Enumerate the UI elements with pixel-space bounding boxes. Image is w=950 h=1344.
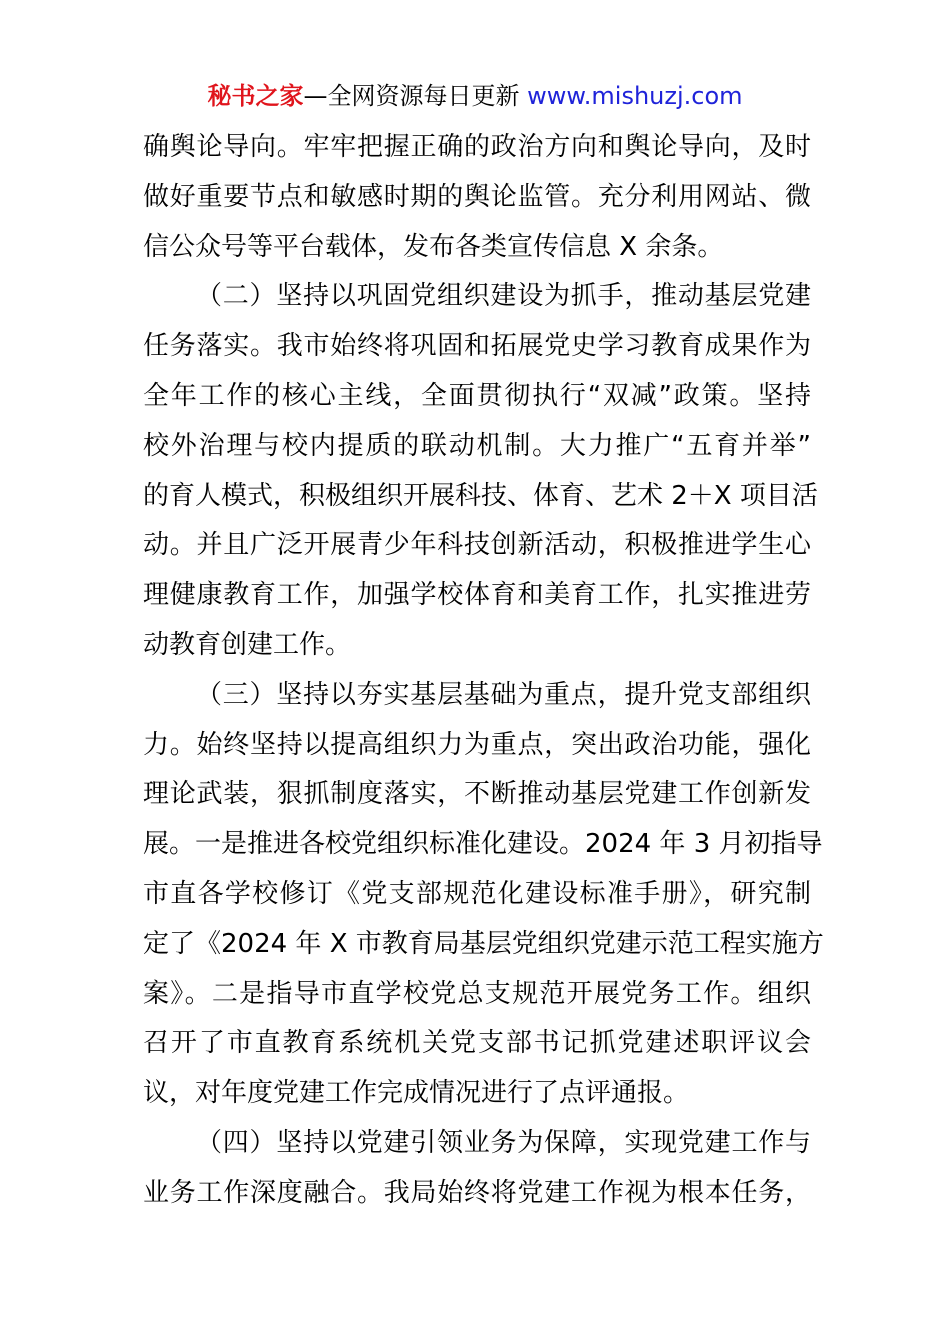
header-site-link[interactable]: www.mishuzj.com (527, 82, 743, 110)
text-line: 全年工作的核心主线，全面贯彻执行“双减”政策。坚持 (143, 380, 811, 411)
text-line: 业务工作深度融合。我局始终将党建工作视为根本任务， (143, 1177, 811, 1208)
section-heading-line: （二）坚持以巩固党组织建设为抓手，推动基层党建 (196, 281, 811, 312)
text-line: 任务落实。我市始终将巩固和拓展党史学习教育成果作为 (143, 331, 811, 362)
text-line: 校外治理与校内提质的联动机制。大力推广“五育并举” (143, 430, 811, 461)
page-header (0, 80, 950, 112)
text-line: 召开了市直教育系统机关党支部书记抓党建述职评议会 (143, 1028, 811, 1059)
text-line: 动。并且广泛开展青少年科技创新活动，积极推进学生心 (143, 530, 811, 561)
text-line: 定了《2024 年 X 市教育局基层党组织党建示范工程实施方 (143, 928, 824, 959)
text-line: 动教育创建工作。 (143, 629, 352, 660)
text-line: 信公众号等平台载体，发布各类宣传信息 X 余条。 (143, 231, 724, 262)
text-line: 展。一是推进各校党组织标准化建设。2024 年 3 月初指导 (143, 829, 823, 860)
text-line: 确舆论导向。牢牢把握正确的政治方向和舆论导向，及时 (143, 132, 811, 162)
text-line: 案》。二是指导市直学校党总支规范开展党务工作。组织 (143, 978, 811, 1009)
header-tagline: —全网资源每日更新 (303, 82, 528, 110)
text-line: 理健康教育工作，加强学校体育和美育工作，扎实推进劳 (143, 580, 811, 611)
section-heading-line: （三）坚持以夯实基层基础为重点，提升党支部组织 (196, 679, 811, 710)
section-heading-line: （四）坚持以党建引领业务为保障，实现党建工作与 (196, 1127, 811, 1158)
header-brand: 秘书之家 (207, 82, 304, 110)
text-line: 理论武装，狠抓制度落实，不断推动基层党建工作创新发 (143, 779, 811, 810)
text-line: 市直各学校修订《党支部规范化建设标准手册》，研究制 (143, 878, 811, 909)
text-line: 做好重要节点和敏感时期的舆论监管。充分利用网站、微 (143, 181, 811, 212)
text-line: 力。始终坚持以提高组织力为重点，突出政治功能，强化 (143, 729, 811, 760)
document-body (143, 123, 824, 1219)
text-line: 的育人模式，积极组织开展科技、体育、艺术 2＋X 项目活 (143, 480, 818, 511)
text-line: 议，对年度党建工作完成情况进行了点评通报。 (143, 1078, 690, 1109)
